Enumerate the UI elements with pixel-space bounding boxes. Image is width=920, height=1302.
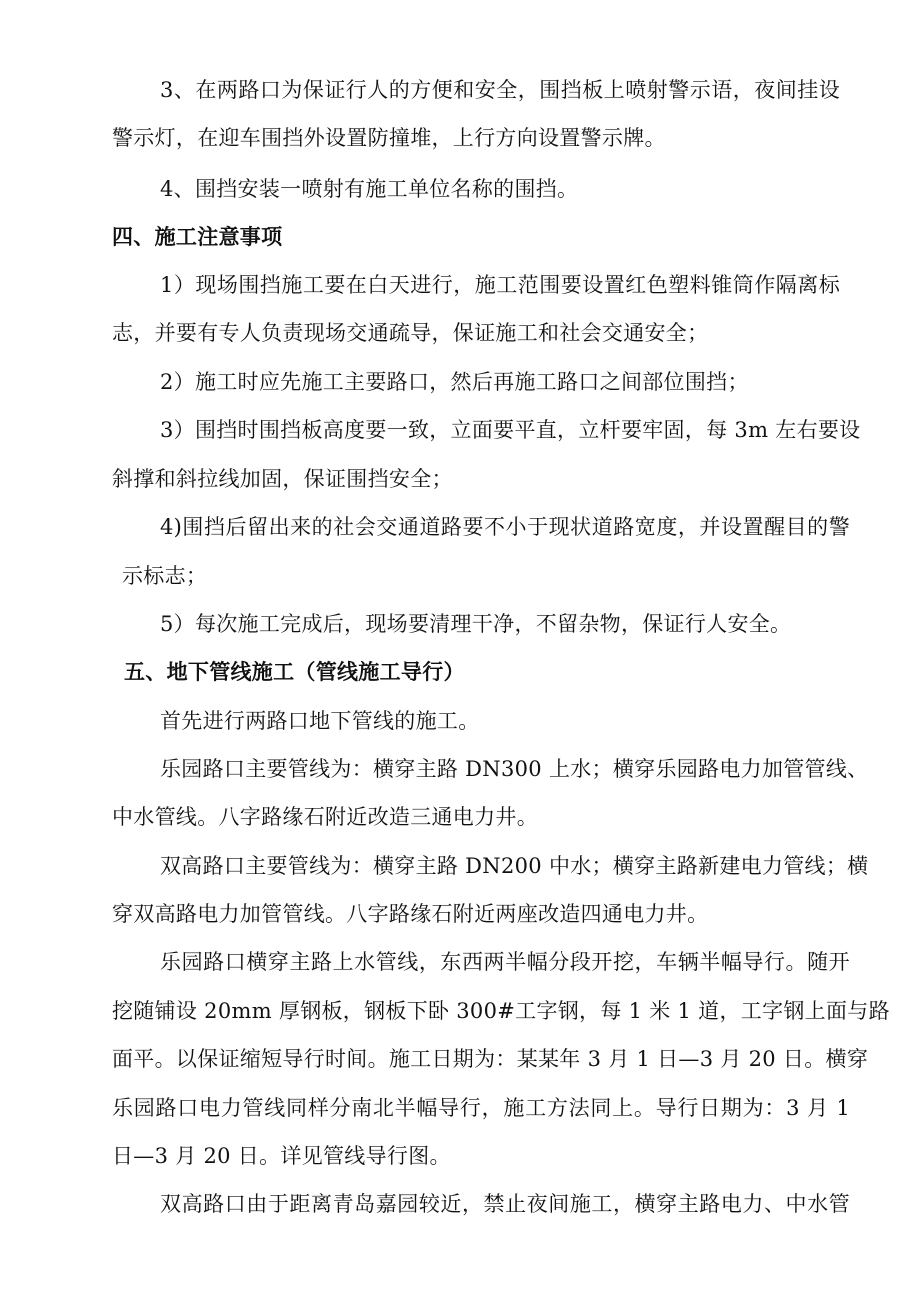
- leyuan-pipelines-line-1: 乐园路口主要管线为：横穿主路 DN300 上水；横穿乐园路电力加管管线、: [160, 757, 869, 781]
- leyuan-crossing-line-4: 乐园路口电力管线同样分南北半幅导行，施工方法同上。导行日期为：3 月 1: [112, 1096, 850, 1120]
- note-1-line-1: 1）现场围挡施工要在白天进行，施工范围要设置红色塑料锥筒作隔离标: [160, 273, 840, 297]
- note-2: 2）施工时应先施工主要路口，然后再施工路口之间部位围挡；: [160, 370, 749, 394]
- section-5-intro: 首先进行两路口地下管线的施工。: [160, 709, 480, 733]
- item-3-line-2: 警示灯，在迎车围挡外设置防撞堆，上行方向设置警示牌。: [112, 126, 666, 150]
- shuanggao-pipelines-line-2: 穿双高路电力加管管线。八字路缘石附近两座改造四通电力井。: [112, 902, 709, 926]
- leyuan-crossing-line-5: 日—3 月 20 日。详见管线导行图。: [112, 1144, 451, 1168]
- shuanggao-crossing-line-1: 双高路口由于距离青岛嘉园较近，禁止夜间施工，横穿主路电力、中水管: [160, 1192, 850, 1216]
- note-3-line-2: 斜撑和斜拉线加固，保证围挡安全；: [112, 467, 453, 491]
- note-5: 5）每次施工完成后，现场要清理干净，不留杂物，保证行人安全。: [160, 612, 792, 636]
- section-5-heading: 五、地下管线施工（管线施工导行）: [124, 660, 465, 684]
- leyuan-crossing-line-1: 乐园路口横穿主路上水管线，东西两半幅分段开挖，车辆半幅导行。随开: [160, 950, 850, 974]
- note-4-line-1: 4)围挡后留出来的社会交通道路要不小于现状道路宽度，并设置醒目的警: [160, 515, 850, 539]
- note-3-line-1: 3）围挡时围挡板高度要一致，立面要平直，立杆要牢固，每 3m 左右要设: [160, 418, 861, 442]
- note-1-line-2: 志，并要有专人负责现场交通疏导，保证施工和社会交通安全；: [112, 321, 709, 345]
- item-3-line-1: 3、在两路口为保证行人的方便和安全，围挡板上喷射警示语，夜间挂设: [160, 78, 840, 102]
- note-4-line-2: 示标志；: [122, 564, 208, 588]
- item-4: 4、围挡安装一喷射有施工单位名称的围挡。: [160, 177, 579, 201]
- section-4-heading: 四、施工注意事项: [112, 225, 283, 249]
- shuanggao-pipelines-line-1: 双高路口主要管线为：横穿主路 DN200 中水；横穿主路新建电力管线；横: [160, 854, 869, 878]
- leyuan-crossing-line-3: 面平。以保证缩短导行时间。施工日期为：某某年 3 月 1 日—3 月 20 日。横穿: [112, 1047, 869, 1071]
- leyuan-pipelines-line-2: 中水管线。八字路缘石附近改造三通电力井。: [112, 805, 538, 829]
- leyuan-crossing-line-2: 挖随铺设 20mm 厚钢板，钢板下卧 300#工字钢，每 1 米 1 道，工字钢上面与路: [112, 999, 890, 1023]
